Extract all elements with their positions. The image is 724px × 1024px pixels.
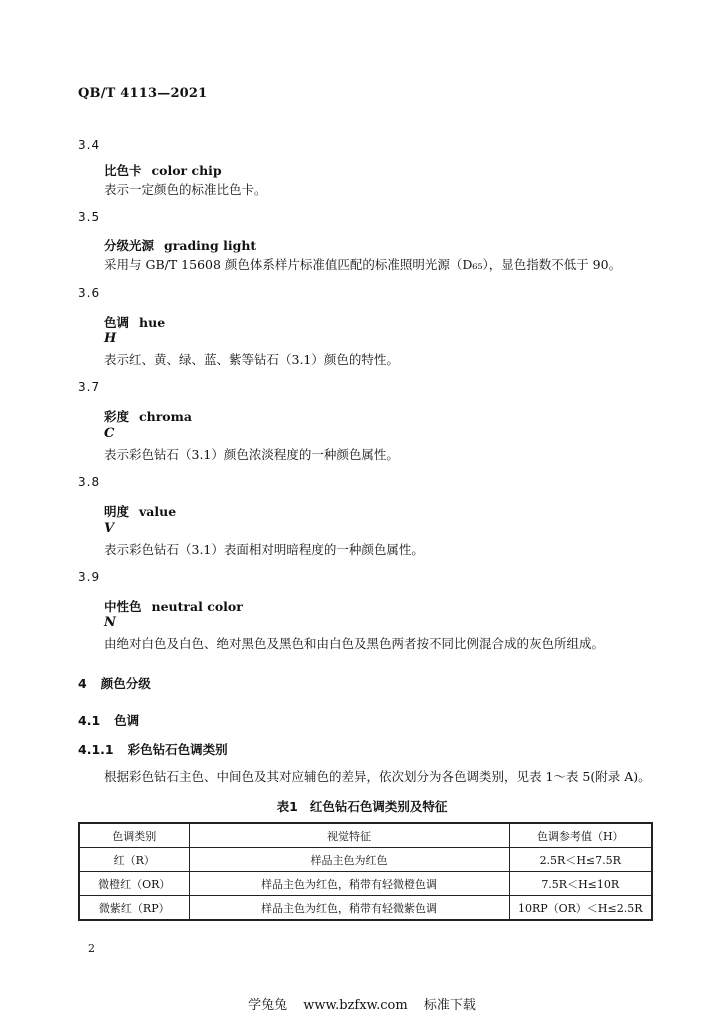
term-title xyxy=(104,502,176,520)
clause-number: 3.4 xyxy=(78,138,101,152)
table-caption-number: 表1 xyxy=(276,799,298,814)
clause-number: 3.5 xyxy=(78,210,101,224)
term-definition: 表示彩色钻石（3.1）颜色浓淡程度的一种颜色属性。 xyxy=(104,447,399,462)
term-symbol: N xyxy=(104,615,116,630)
term-cn: 比色卡 xyxy=(104,163,142,178)
table-caption-title: 红色钻石色调类别及特征 xyxy=(309,799,448,814)
term-title xyxy=(104,597,243,615)
table-row xyxy=(79,872,652,896)
section-number: 4.1 xyxy=(78,713,101,728)
term-title xyxy=(104,236,256,254)
table-row xyxy=(79,896,652,921)
table-cell: 样品主色为红色，稍带有轻微橙色调 xyxy=(189,872,509,896)
table-header-cell: 色调类别 xyxy=(79,823,189,848)
hue-category-table xyxy=(78,822,653,921)
term-cn: 明度 xyxy=(104,504,130,519)
term-definition: 表示一定颜色的标准比色卡。 xyxy=(104,182,267,197)
term-en: grading light xyxy=(164,238,257,253)
clause-number: 3.9 xyxy=(78,570,101,584)
table-cell: 微橙红（OR） xyxy=(79,872,189,896)
term-title xyxy=(104,407,192,425)
term-cn: 中性色 xyxy=(104,599,142,614)
subsection-title: 彩色钻石色调类别 xyxy=(127,742,228,757)
term-en: hue xyxy=(139,315,166,330)
table-cell: 2.5R＜H≤7.5R xyxy=(509,848,652,872)
table-cell: 样品主色为红色，稍带有轻微紫色调 xyxy=(189,896,509,921)
term-definition: 表示彩色钻石（3.1）表面相对明暗程度的一种颜色属性。 xyxy=(104,542,424,557)
page-number: 2 xyxy=(88,942,95,955)
term-cn: 色调 xyxy=(104,315,130,330)
clause-number: 3.8 xyxy=(78,475,101,489)
table-header-cell: 色调参考值（H） xyxy=(509,823,652,848)
table-cell: 红（R） xyxy=(79,848,189,872)
section-heading xyxy=(78,711,139,729)
footer-slogan: 标准下载 xyxy=(423,998,476,1013)
term-cn: 彩度 xyxy=(104,409,130,424)
term-definition: 表示红、黄、绿、蓝、紫等钻石（3.1）颜色的特性。 xyxy=(104,352,399,367)
term-definition: 由绝对白色及白色、绝对黑色及黑色和由白色及黑色两者按不同比例混合成的灰色所组成。 xyxy=(104,636,605,651)
footer-url[interactable]: www.bzfxw.com xyxy=(303,998,408,1013)
term-definition: 采用与 GB/T 15608 颜色体系样片标准值匹配的标准照明光源（D₆₅），显色指数不低于 90。 xyxy=(104,257,622,272)
term-symbol: V xyxy=(104,521,115,536)
table-caption xyxy=(0,797,724,815)
footer-site-name: 学兔兔 xyxy=(248,998,288,1013)
term-en: color chip xyxy=(151,163,222,178)
term-en: neutral color xyxy=(151,599,243,614)
table-cell: 样品主色为红色 xyxy=(189,848,509,872)
table-header-row xyxy=(79,823,652,848)
table-cell: 微紫红（RP） xyxy=(79,896,189,921)
chapter-title: 颜色分级 xyxy=(100,676,151,691)
chapter-heading xyxy=(78,674,151,692)
table-row xyxy=(79,848,652,872)
term-symbol: C xyxy=(104,426,115,441)
clause-number: 3.7 xyxy=(78,380,101,394)
table-header-cell: 视觉特征 xyxy=(189,823,509,848)
table-cell: 10RP（OR）＜H≤2.5R xyxy=(509,896,652,921)
term-title xyxy=(104,313,165,331)
subsection-heading xyxy=(78,740,228,758)
table-cell: 7.5R＜H≤10R xyxy=(509,872,652,896)
term-en: chroma xyxy=(139,409,192,424)
footer-watermark xyxy=(0,994,724,1013)
term-cn: 分级光源 xyxy=(104,238,155,253)
term-symbol: H xyxy=(104,331,117,346)
clause-number: 3.6 xyxy=(78,286,101,300)
term-en: value xyxy=(139,504,177,519)
section-title: 色调 xyxy=(114,713,140,728)
document-header: QB/T 4113—2021 xyxy=(78,86,208,101)
term-title xyxy=(104,161,222,179)
chapter-number: 4 xyxy=(78,676,87,691)
body-paragraph: 根据彩色钻石主色、中间色及其对应辅色的差异，依次划分为各色调类别，见表 1～表 5(附录 A)。 xyxy=(104,769,651,784)
subsection-number: 4.1.1 xyxy=(78,742,114,757)
